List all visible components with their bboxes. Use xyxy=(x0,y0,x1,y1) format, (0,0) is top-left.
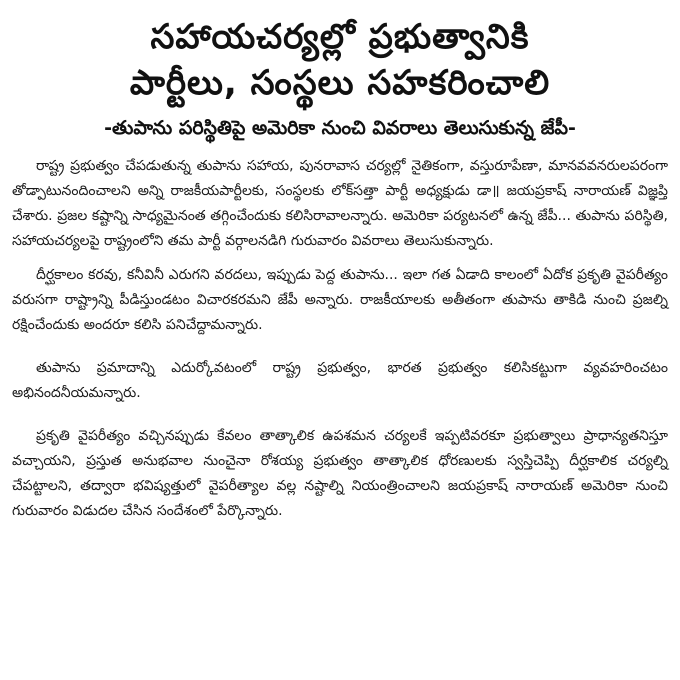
paragraph-4: ప్రకృతి వైపరీత్యం వచ్చినప్పుడు కేవలం తాత్కాలిక ఉపశమన చర్యలకే ఇప్పటివరకూ ప్రభుత్వాలు ప్రాధాన్యతనిస్తూ వచ్చాయని, ప్రస్తుత అనుభవాల నుంచైనా రోశయ్య ప్రభుత్వం తాత్కాలిక ధోరణులకు స్వస్తిచెప్పి దీర్ఘకాలిక చర్యల్ని చేపట్టాలని, తద్వారా భవిష్యత్తులో వైపరీత్యాల వల్ల నష్టాల్ని నియంత్రించాలని జయప్రకాష్ నారాయణ్ అమెరికా నుంచి గురువారం విడుదల చేసిన సందేశంలో పేర్కొన్నారు. xyxy=(12,428,668,519)
paragraph-3: తుపాను ప్రమాదాన్ని ఎదుర్కోవటంలో రాష్ట్ర ప్రభుత్వం, భారత ప్రభుత్వం కలిసికట్టుగా వ్యవహరించటం అభినందనీయమన్నారు. xyxy=(12,360,668,401)
headline-line-2: పార్టీలు, సంస్థలు సహకరించాలి xyxy=(129,63,551,103)
paragraph-2: దీర్ఘకాలం కరవు, కనీవినీ ఎరుగని వరదలు, ఇప్పుడు పెద్ద తుపాను... ఇలా గత ఏడాది కాలంలో ఏదోక ప్రకృతి వైపరీత్యం వరుసగా రాష్ట్రాన్ని పీడిస్తుండటం విచారకరమని జేపీ అన్నారు. రాజకీయాలకు అతీతంగా తుపాను తాకిడి నుంచి ప్రజల్ని రక్షించేందుకు అందరూ కలిసి పనిచేద్దామన్నారు. xyxy=(12,267,668,333)
headline-line-1: సహాయచర్యల్లో ప్రభుత్వానికి xyxy=(150,17,530,57)
paragraph-1: రాష్ట్ర ప్రభుత్వం చేపడుతున్న తుపాను సహాయ, పునరావాస చర్యల్లో నైతికంగా, వస్తురూపేణా, మానవవనరులపరంగా తోడ్పాటునందించాలని అన్ని రాజకీయపార్టీలకు, సంస్థలకు లోక్‌సత్తా పార్టీ అధ్యక్షుడు డా॥ జయప్రకాష్ నారాయణ్ విజ్ఞప్తి చేశారు. ప్రజల కష్టాన్ని సాధ్యమైనంత తగ్గించేందుకు కలిసిరావాలన్నారు. అమెరికా పర్యటనలో ఉన్న జేపీ... తుపాను పరిస్థితి, సహాయచర్యలపై రాష్ట్రంలోని తమ పార్టీ వర్గాలనడిగి గురువారం వివరాలు తెలుసుకున్నారు. xyxy=(12,158,668,249)
subheadline: -తుపాను పరిస్థితిపై అమెరికా నుంచి వివరాలు తెలుసుకున్న జేపీ- xyxy=(104,117,576,139)
